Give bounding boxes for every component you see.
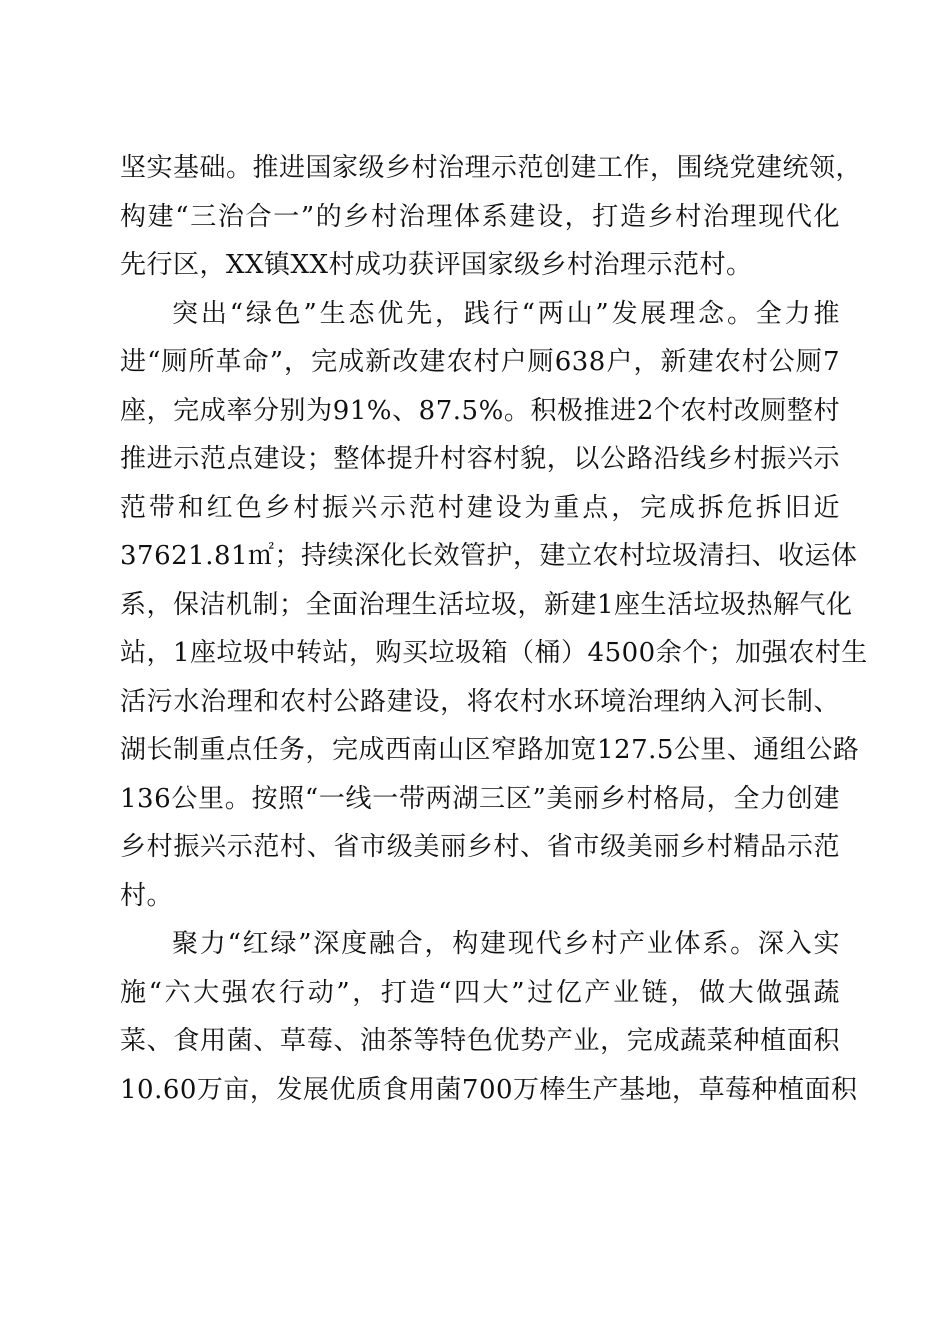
paragraph-red-green-industry: [120, 920, 858, 1114]
text-line: 菜、食用菌、草莓、油茶等特色优势产业，完成蔬菜种植面积: [120, 1026, 840, 1056]
text-line: 乡村振兴示范村、省市级美丽乡村、省市级美丽乡村精品示范: [120, 832, 840, 862]
text-line: 37621.81㎡；持续深化长效管护，建立农村垃圾清扫、收运体: [120, 541, 858, 571]
text-line: 活污水治理和农村公路建设，将农村水环境治理纳入河长制、: [120, 686, 840, 717]
text-line: 座，完成率分别为91%、87.5%。积极推进2个农村改厕整村: [120, 395, 840, 426]
text-line: 系，保洁机制；全面治理生活垃圾，新建1座生活垃圾热解气化: [120, 589, 853, 620]
paragraph-governance-continued: [120, 144, 863, 290]
text-line: 湖长制重点任务，完成西南山区窄路加宽127.5公里、通组公路: [120, 735, 860, 765]
text-line: 136公里。按照“一线一带两湖三区”美丽乡村格局，全力创建: [120, 783, 840, 814]
text-line: 聚力“红绿”深度融合，构建现代乡村产业体系。深入实: [172, 929, 840, 959]
document-body: [120, 144, 868, 1114]
text-line: 构建“三治合一”的乡村治理体系建设，打造乡村治理现代化: [120, 201, 840, 232]
text-line: 突出“绿色”生态优先，践行“两山”发展理念。全力推: [172, 298, 840, 329]
paragraph-green-ecology: [120, 290, 868, 921]
text-line: 施“六大强农行动”，打造“四大”过亿产业链，做大做强蔬: [120, 977, 840, 1008]
text-line: 坚实基础。推进国家级乡村治理示范创建工作，围绕党建统领，: [120, 153, 863, 183]
text-line: 进“厕所革命”，完成新改建农村户厕638户，新建农村公厕7: [120, 347, 840, 377]
text-line: 推进示范点建设；整体提升村容村貌，以公路沿线乡村振兴示: [120, 444, 840, 474]
text-line: 10.60万亩，发展优质食用菌700万棒生产基地，草莓种植面积: [120, 1074, 858, 1105]
text-line: 范带和红色乡村振兴示范村建设为重点，完成拆危拆旧近: [120, 492, 840, 523]
text-line: 村。: [120, 880, 174, 911]
text-line: 站，1座垃圾中转站，购买垃圾箱（桶）4500余个；加强农村生: [120, 638, 868, 668]
text-line: 先行区，XX镇XX村成功获评国家级乡村治理示范村。: [120, 250, 753, 280]
